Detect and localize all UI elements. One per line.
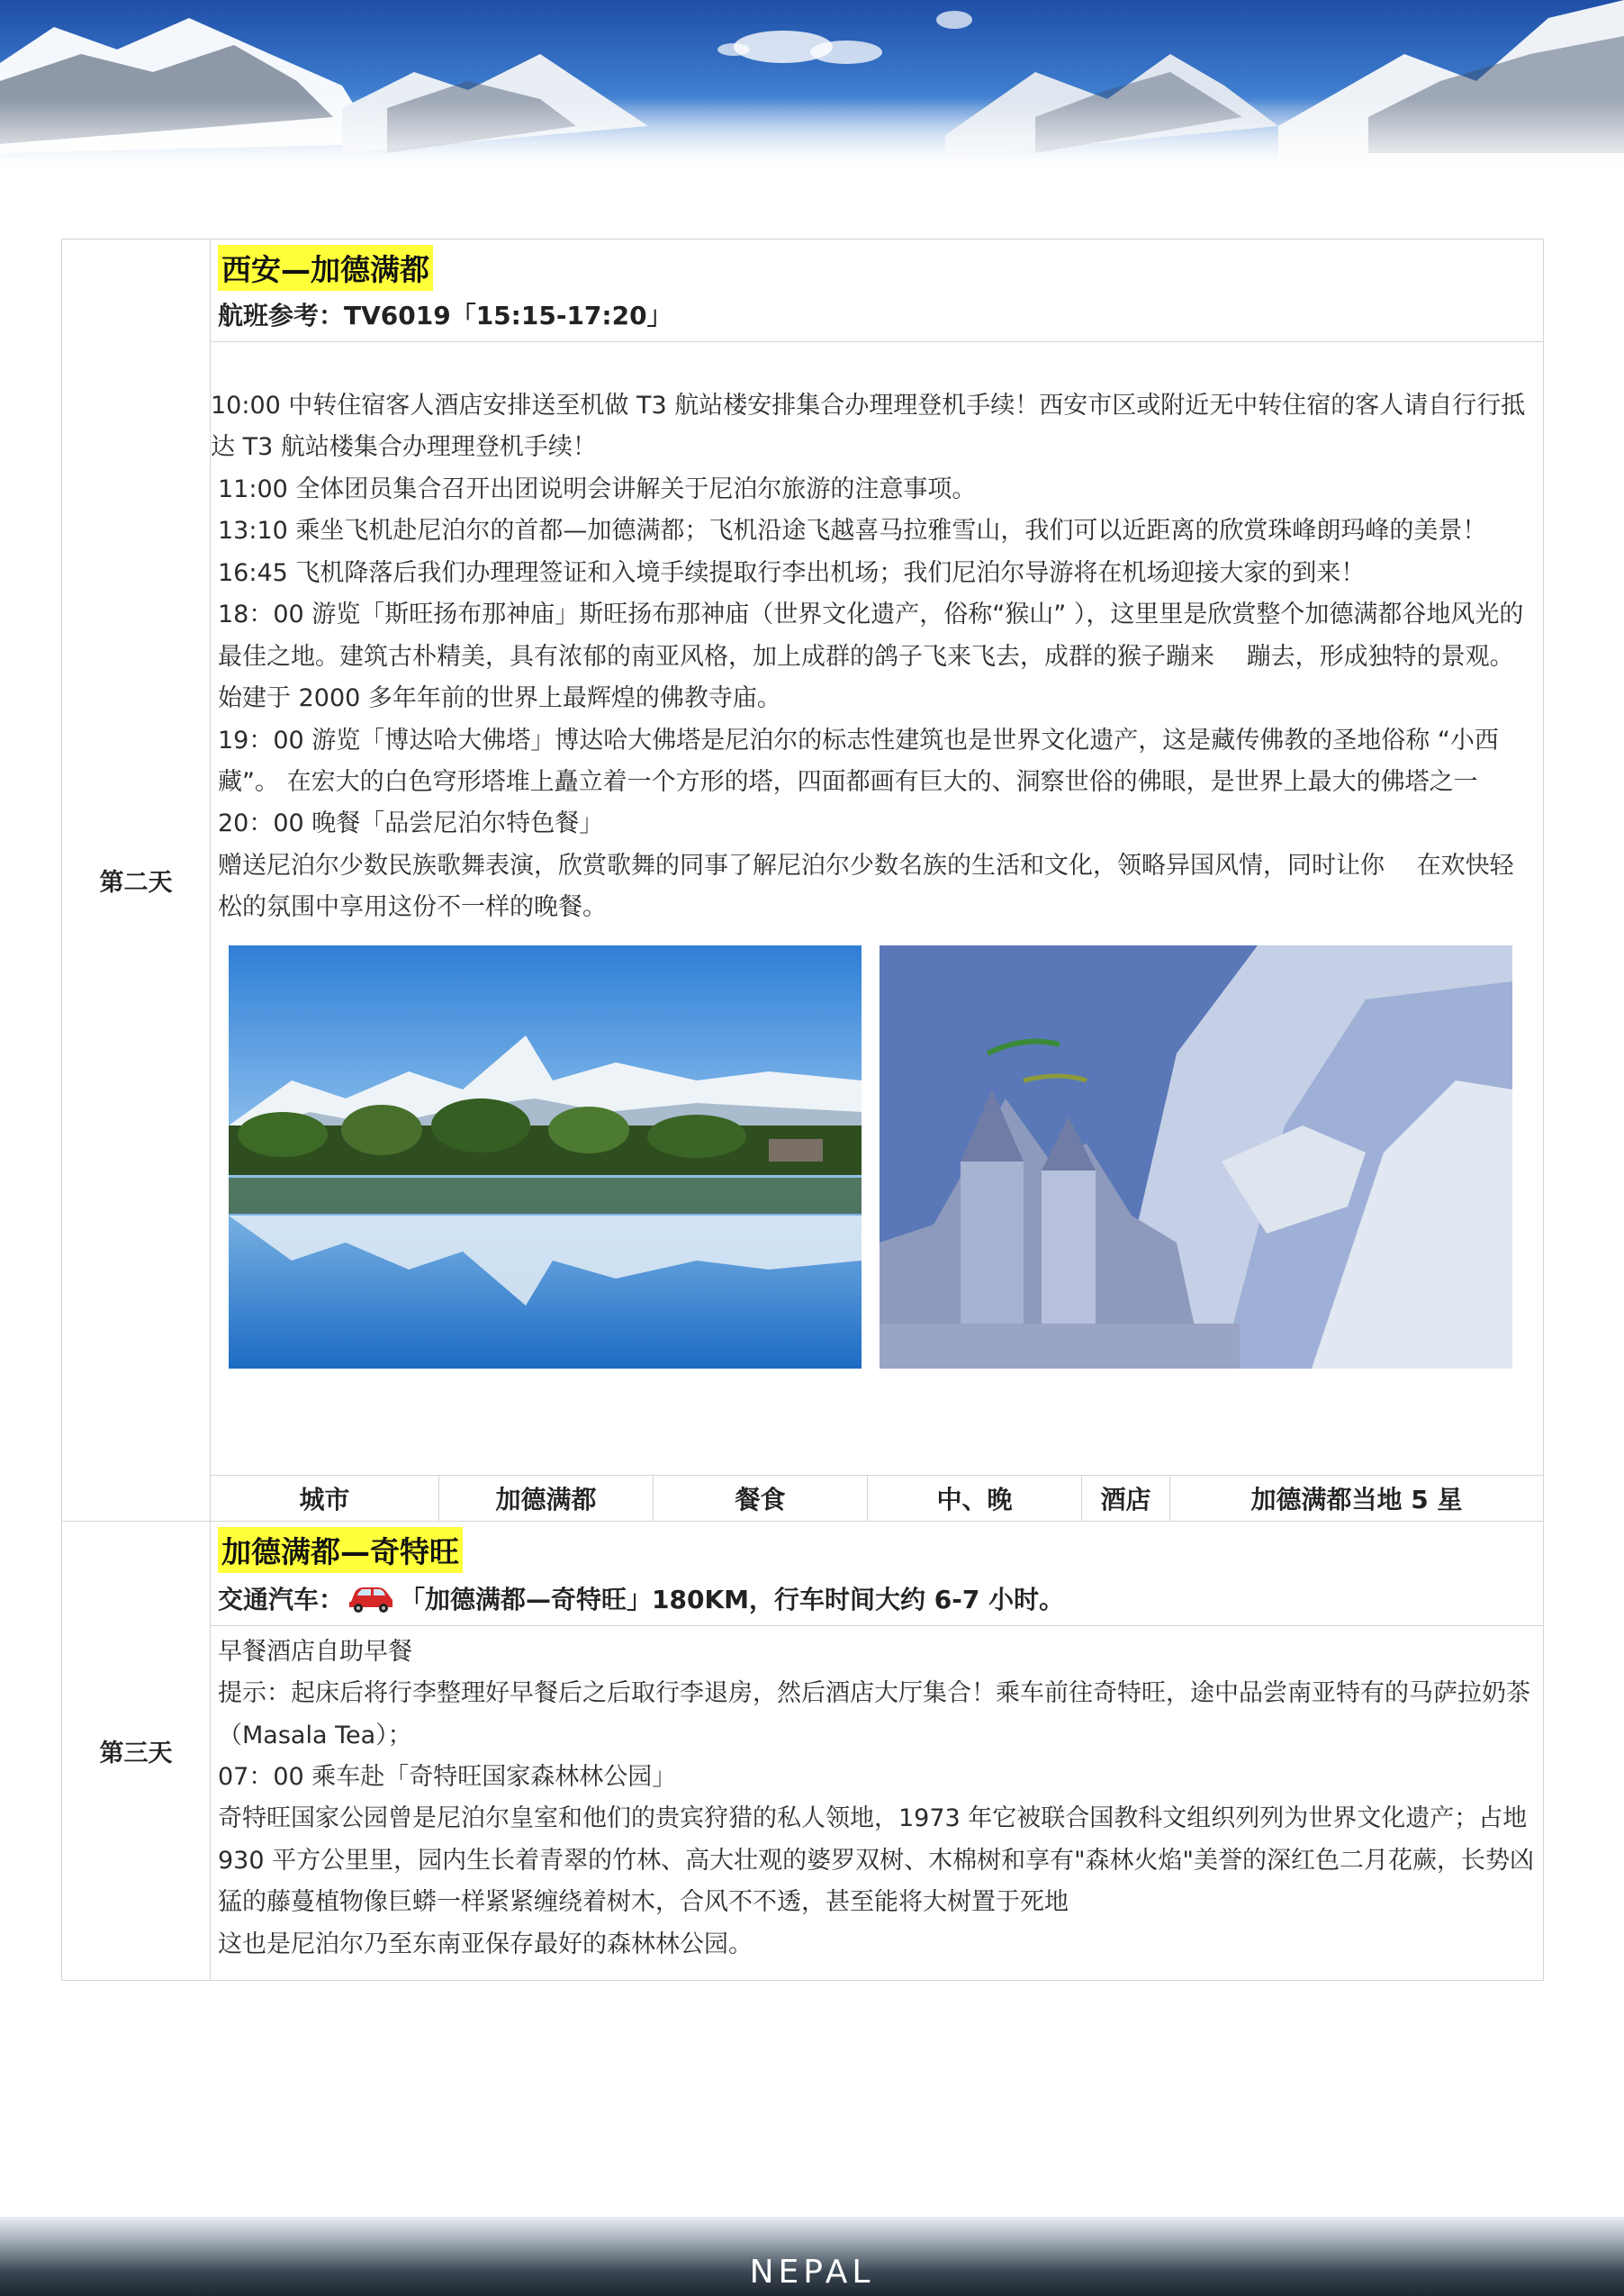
mountain-castle-photo bbox=[880, 945, 1512, 1369]
itinerary-paragraph: 提示：起床后将行李整理好早餐后之后取行李退房，然后酒店大厅集合！乘车前往奇特旺，途中品尝南亚特有的马萨拉奶茶（Masala Tea）； bbox=[218, 1679, 1530, 1749]
itinerary-paragraph: 这也是尼泊尔乃至东南亚保存最好的森林林公园。 bbox=[218, 1930, 753, 1958]
header-banner-image bbox=[0, 0, 1624, 171]
itinerary-paragraph: 11:00 全体团员集合召开出团说明会讲解关于尼泊尔旅游的注意事项。 bbox=[218, 475, 977, 503]
itinerary-paragraph: 13:10 乘坐飞机赴尼泊尔的首都—加德满都；飞机沿途飞越喜马拉雅雪山，我们可以近距离的欣赏珠峰朗玛峰的美景！ bbox=[218, 517, 1487, 546]
flight-info: 航班参考：TV6019「15:15-17:20」 bbox=[218, 301, 672, 330]
footer-bar bbox=[0, 2217, 1624, 2296]
day-description bbox=[211, 342, 1543, 929]
footer-title: NEPAL bbox=[749, 2254, 875, 2291]
day-info-bar bbox=[211, 1475, 1543, 1521]
photo-row bbox=[211, 929, 1543, 1369]
itinerary-paragraph: 赠送尼泊尔少数民族歌舞表演，欣赏歌舞的同事了解尼泊尔少数名族的生活和文化，领略异国风情，同时让你 在欢快轻松的氛围中享用这份不一样的晚餐。 bbox=[218, 851, 1514, 922]
itinerary-paragraph: 16:45 飞机降落后我们办理理签证和入境手续提取行李出机场；我们尼泊尔导游将在机场迎接大家的到来！ bbox=[218, 558, 1366, 587]
day-label: 第三天 bbox=[62, 1521, 211, 1981]
itinerary-paragraph: 07：00 乘车赴「奇特旺国家森林林公园」 bbox=[218, 1763, 677, 1791]
city-value: 加德满都 bbox=[439, 1476, 654, 1521]
meal-label: 餐食 bbox=[654, 1476, 868, 1521]
transport-label: 交通汽车： bbox=[218, 1584, 345, 1614]
itinerary-table bbox=[61, 239, 1544, 1981]
lake-mountain-photo bbox=[229, 945, 862, 1369]
day-label: 第二天 bbox=[62, 240, 211, 1522]
transport-route: 「加德满都—奇特旺」180KM，行车时间大约 6-7 小时。 bbox=[400, 1584, 1065, 1614]
day-header bbox=[211, 1522, 1543, 1626]
city-label: 城市 bbox=[211, 1476, 439, 1521]
hotel-value: 加德满都当地 5 星 bbox=[1250, 1484, 1463, 1514]
itinerary-paragraph: 早餐酒店自助早餐 bbox=[218, 1637, 412, 1666]
day-header bbox=[211, 240, 1543, 342]
transport-info bbox=[218, 1580, 1536, 1616]
day-row bbox=[62, 240, 1544, 1522]
day-row bbox=[62, 1521, 1544, 1981]
itinerary-paragraph: 10:00 中转住宿客人酒店安排送至机做 T3 航站楼安排集合办理理登机手续！西安市区或附近无中转住宿的客人请自行行抵达 T3 航站楼集合办理理登机手续！ bbox=[211, 392, 1526, 462]
day-content bbox=[211, 1521, 1544, 1981]
car-icon bbox=[346, 1582, 396, 1614]
route-title: 西安—加德满都 bbox=[218, 245, 433, 291]
itinerary-paragraph: 19：00 游览「博达哈大佛塔」博达哈大佛塔是尼泊尔的标志性建筑也是世界文化遗产，这是藏传佛教的圣地俗称 “小西藏”。 在宏大的白色穹形塔堆上矗立着一个方形的塔，四面都画有巨大的、洞察世俗的佛眼，是世界上最大的佛塔之一 bbox=[218, 726, 1499, 796]
itinerary-paragraph: 奇特旺国家公园曾是尼泊尔皇室和他们的贵宾狩猎的私人领地，1973 年它被联合国教科文组织列列为世界文化遗产；占地 930 平方公里里，园内生长着青翠的竹林、高大壮观的婆罗双树、木棉树和享有"森林火焰"美誉的深红色二月花蕨，长势凶猛的藤蔓植物像巨蟒一样紧紧缠绕着树木，合风不不透，甚至能将大树置于死地 bbox=[218, 1804, 1534, 1917]
day-content bbox=[211, 240, 1544, 1522]
itinerary-paragraph: 20：00 晚餐「品尝尼泊尔特色餐」 bbox=[218, 809, 604, 838]
itinerary-paragraph: 18：00 游览「斯旺扬布那神庙」斯旺扬布那神庙（世界文化遗产，俗称“猴山” ），这里里是欣赏整个加德满都谷地风光的最佳之地。建筑古朴精美，具有浓郁的南亚风格，加上成群的鸽子飞来飞去，成群的猴子蹦来 蹦去，形成独特的景观。始建于 2000 多年年前的世界上最辉煌的佛教寺庙。 bbox=[218, 601, 1524, 713]
day-description bbox=[211, 1626, 1543, 1981]
route-title: 加德满都—奇特旺 bbox=[218, 1527, 463, 1573]
hotel-label: 酒店 bbox=[1082, 1476, 1170, 1521]
meal-value: 中、晚 bbox=[868, 1476, 1082, 1521]
